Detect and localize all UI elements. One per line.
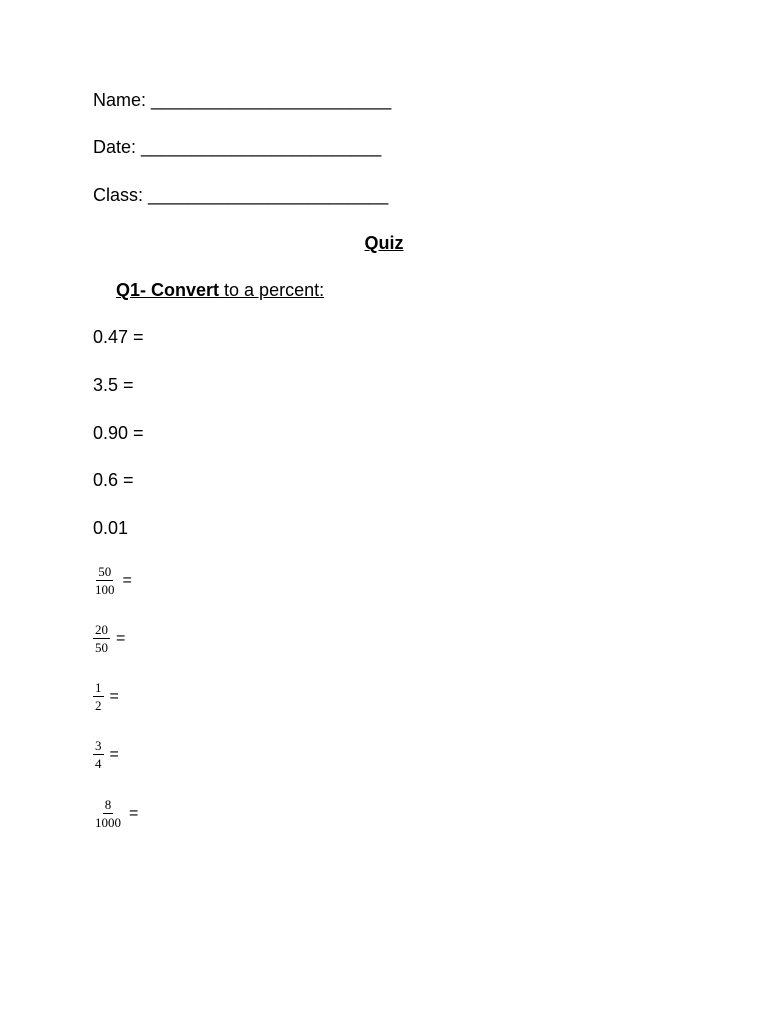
equals-sign: = xyxy=(109,745,119,763)
fraction xyxy=(93,680,104,713)
equals-sign: = xyxy=(116,629,126,647)
equals-sign: = xyxy=(109,687,119,705)
equals-sign: = xyxy=(129,804,139,822)
fraction-item-2 xyxy=(93,622,125,655)
equals-sign: = xyxy=(122,571,132,589)
fraction xyxy=(93,564,117,597)
question-1 xyxy=(116,279,324,301)
fraction-denominator: 50 xyxy=(95,640,108,655)
decimal-item-2: 3.5 = xyxy=(93,375,134,395)
fraction-denominator: 4 xyxy=(95,756,102,771)
fraction xyxy=(93,622,110,655)
quiz-title: Quiz xyxy=(364,233,404,253)
fraction-denominator: 2 xyxy=(95,698,102,713)
date-line: Date: ________________________ xyxy=(93,137,382,157)
fraction xyxy=(93,797,123,830)
fraction-numerator: 3 xyxy=(95,738,102,753)
question-1-prefix: Q1- Convert xyxy=(116,280,220,300)
decimal-item-1: 0.47 = xyxy=(93,327,144,347)
fraction-item-1 xyxy=(93,564,132,597)
fraction xyxy=(93,738,104,771)
fraction-numerator: 1 xyxy=(95,680,102,695)
question-1-suffix: to a percent: xyxy=(219,280,325,300)
decimal-item-4: 0.6 = xyxy=(93,470,134,490)
fraction-item-5 xyxy=(93,797,138,830)
decimal-item-3: 0.90 = xyxy=(93,423,144,443)
class-line: Class: ________________________ xyxy=(93,185,389,205)
fraction-item-4 xyxy=(93,738,119,771)
fraction-item-3 xyxy=(93,680,119,713)
name-line: Name: ________________________ xyxy=(93,90,392,110)
fraction-numerator: 50 xyxy=(98,564,112,579)
fraction-denominator: 1000 xyxy=(95,815,121,830)
fraction-numerator: 8 xyxy=(104,797,112,812)
decimal-item-5: 0.01 xyxy=(93,518,129,538)
fraction-numerator: 20 xyxy=(95,622,108,637)
fraction-denominator: 100 xyxy=(95,582,115,597)
